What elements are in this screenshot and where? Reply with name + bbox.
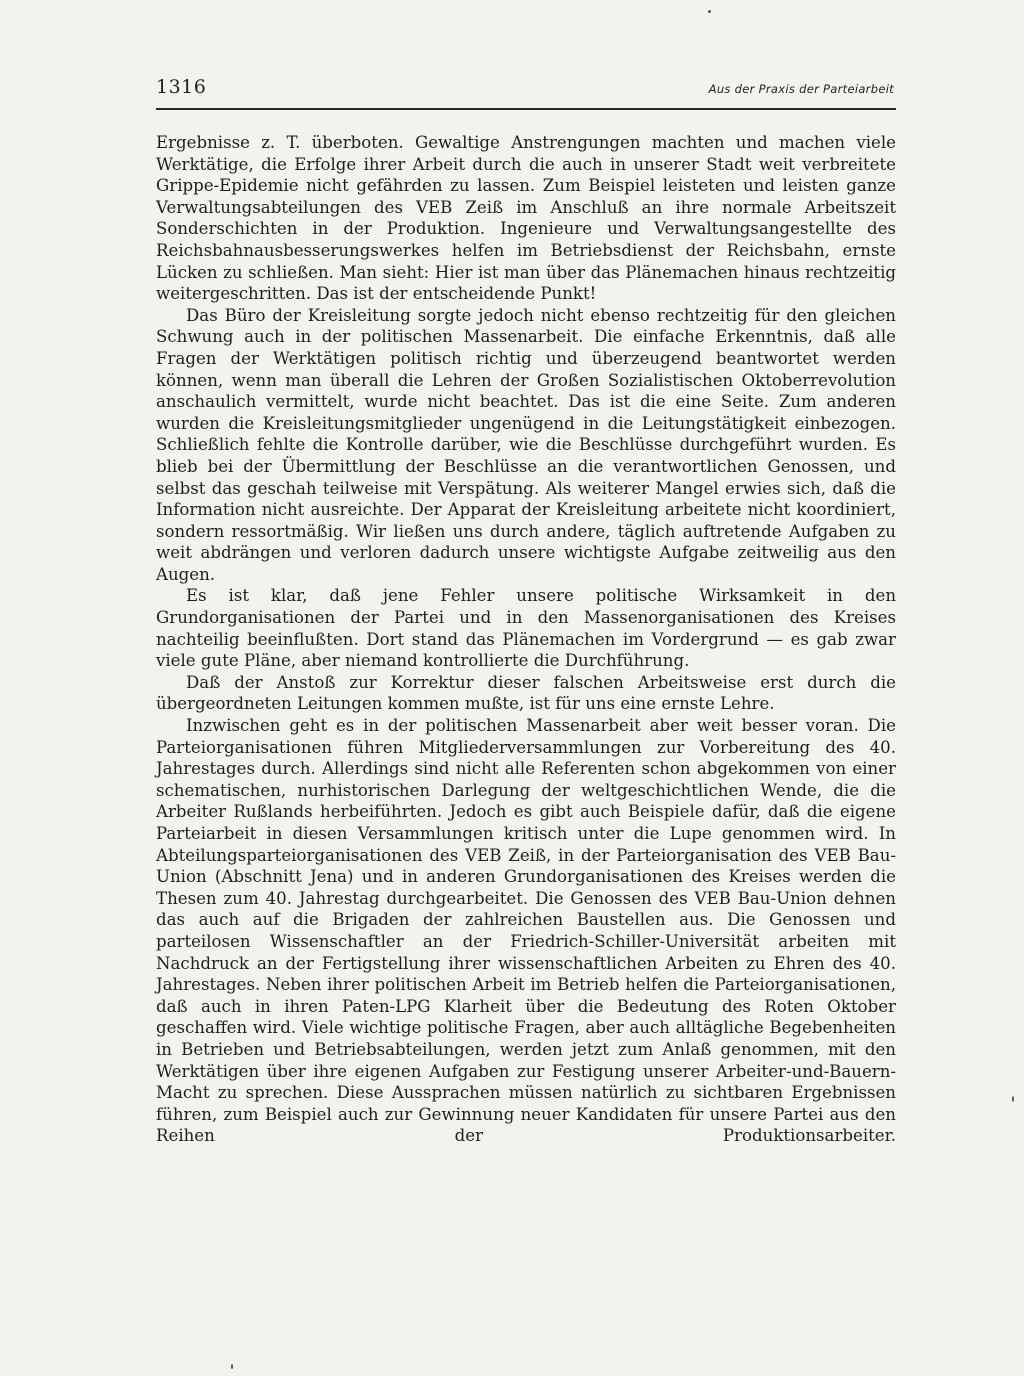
scan-speck <box>1012 1096 1014 1102</box>
scan-speck <box>708 10 711 13</box>
paragraph: Das Büro der Kreisleitung sorgte jedoch nicht ebenso rechtzeitig für den gleichen Schwung auch in der politischen Massenarbeit. Die einfache Erkenntnis, daß alle Fragen der Werktätigen politisch richtig und überzeugend beantwortet werden können, wenn man überall die Lehren der Großen Sozialistischen Oktoberrevolution anschaulich vermittelt, wurde nicht beachtet. Das ist die eine Seite. Zum anderen wurden die Kreisleitungsmitglieder ungenügend in die Leitungstätigkeit einbezogen. Schließlich fehlte die Kontrolle darüber, wie die Beschlüsse durchgeführt wurden. Es blieb bei der Übermittlung der Beschlüsse an die verantwortlichen Genossen, und selbst das geschah teilweise mit Verspätung. Als weiterer Mangel erwies sich, daß die Information nicht ausreichte. Der Apparat der Kreisleitung arbeitete nicht koordiniert, sondern ressortmäßig. Wir ließen uns durch andere, täglich auftretende Aufgaben zu weit abdrängen und verloren dadurch unsere wichtigste Aufgabe zeitweilig aus den Augen. <box>156 305 896 584</box>
paragraph: Ergebnisse z. T. überboten. Gewaltige Anstrengungen machten und machen viele Werktätige, die Erfolge ihrer Arbeit durch die auch in unserer Stadt weit verbreitete Grippe-Epidemie nicht gefährden zu lassen. Zum Beispiel leisteten und leisten ganze Verwaltungsabteilungen des VEB Zeiß im Anschluß an ihre normale Arbeitszeit Sonderschichten in der Produktion. Ingenieure und Verwaltungsangestellte des Reichsbahnausbesserungswerkes helfen im Betriebsdienst der Reichsbahn, ernste Lücken zu schließen. Man sieht: Hier ist man über das Plänemachen hinaus rechtzeitig weitergeschritten. Das ist der entscheidende Punkt! <box>156 133 896 304</box>
paragraph: Inzwischen geht es in der politischen Massenarbeit aber weit besser voran. Die Parteiorganisationen führen Mitgliederversammlungen zur Vorbereitung des 40. Jahrestages durch. Allerdings sind nicht alle Referenten schon abgekommen von einer schematischen, nurhistorischen Darlegung der weltgeschichtlichen Wende, die die Arbeiter Rußlands herbeiführten. Jedoch es gibt auch Beispiele dafür, daß die eigene Parteiarbeit in diesen Versammlungen kritisch unter die Lupe genommen wird. In Abteilungsparteiorganisationen des VEB Zeiß, in der Parteiorganisation des VEB Bau-Union (Abschnitt Jena) und in anderen Grundorganisationen des Kreises werden die Thesen zum 40. Jahrestag durchgearbeitet. Die Genossen des VEB Bau-Union dehnen das auch auf die Brigaden der zahlreichen Baustellen aus. Die Genossen und parteilosen Wissenschaftler an der Friedrich-Schiller-Universität arbeiten mit Nachdruck an der Fertigstellung ihrer wissenschaftlichen Arbeiten zu Ehren des 40. Jahrestages. Neben ihrer politischen Arbeit im Betrieb helfen die Parteiorganisationen, daß auch in ihren Paten-LPG Klarheit über die Bedeutung des Roten Oktober geschaffen wird. Viele wichtige politische Fragen, aber auch alltägliche Begebenheiten in Betrieben und Betriebsabteilungen, werden jetzt zum Anlaß genommen, mit den Werktätigen über ihre eigenen Aufgaben zur Festigung unserer Arbeiter-und-Bauern-Macht zu sprechen. Diese Aussprachen müssen natürlich zu sichtbaren Ergebnissen führen, zum Beispiel auch zur Gewinnung neuer Kandidaten für unsere Partei aus den Reihen der Produktionsarbeiter. <box>156 716 896 1146</box>
page-number: 1316 <box>156 76 207 98</box>
paragraph: Daß der Anstoß zur Korrektur dieser falschen Arbeitsweise erst durch die übergeordneten Leitungen kommen mußte, ist für uns eine ernste Lehre. <box>156 672 896 714</box>
scan-speck <box>231 1364 233 1369</box>
running-head: Aus der Praxis der Parteiarbeit <box>708 82 894 96</box>
body-text <box>156 132 896 1147</box>
paragraph: Es ist klar, daß jene Fehler unsere politische Wirksamkeit in den Grundorganisationen der Partei und in den Massenorganisationen des Kreises nachteilig beeinflußten. Dort stand das Plänemachen im Vordergrund — es gab zwar viele gute Pläne, aber niemand kontrollierte die Durchführung. <box>156 586 896 671</box>
page-header <box>156 72 896 110</box>
